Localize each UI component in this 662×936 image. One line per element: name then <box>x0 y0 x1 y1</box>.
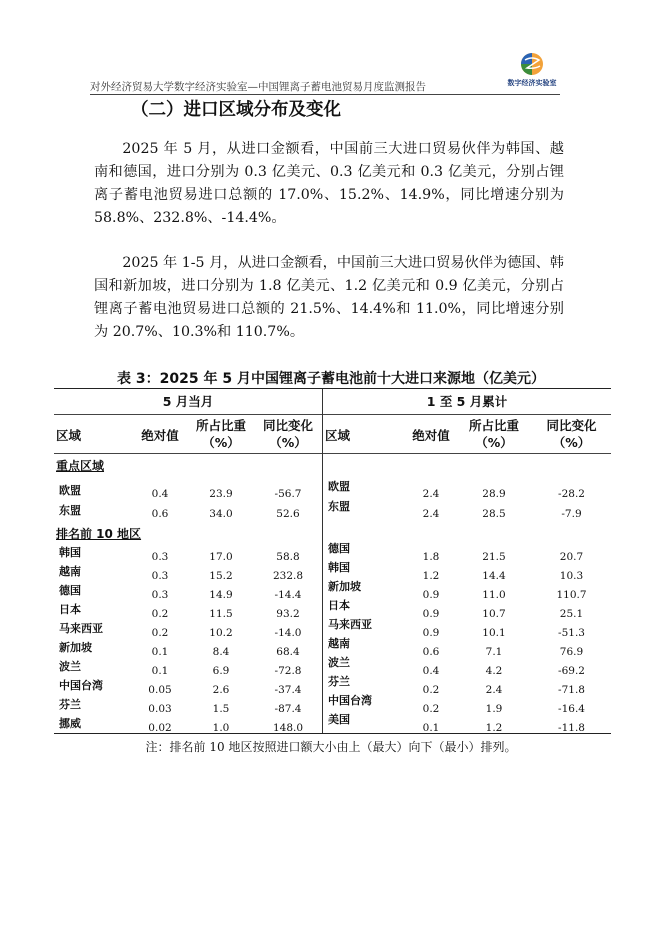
region-name: 新加坡 <box>328 580 361 593</box>
absolute-value: 0.1 <box>151 665 169 677</box>
right-col-region: 区域 <box>325 428 351 443</box>
region-name: 日本 <box>59 603 81 616</box>
share-value: 23.9 <box>209 488 233 500</box>
share-value: 14.9 <box>209 589 233 601</box>
table-caption: 表 3：2025 年 5 月中国锂离子蓄电池前十大进口来源地（亿美元） <box>117 371 545 387</box>
right-col-yoy-unit: （%） <box>552 435 591 450</box>
absolute-value: 0.2 <box>422 703 440 715</box>
yoy-value: 68.4 <box>276 646 300 658</box>
region-name: 芬兰 <box>328 675 350 688</box>
region-name: 越南 <box>328 637 350 650</box>
share-value: 28.9 <box>482 488 506 500</box>
region-name: 东盟 <box>328 499 350 513</box>
yoy-value: 232.8 <box>272 570 304 582</box>
absolute-value: 1.2 <box>422 570 440 582</box>
absolute-value: 0.4 <box>422 665 440 677</box>
left-col-share: 所占比重 <box>195 418 246 433</box>
yoy-value: -14.0 <box>274 627 302 639</box>
region-name: 新加坡 <box>59 641 92 654</box>
group-key-regions: 重点区域 <box>56 459 105 473</box>
region-name: 越南 <box>59 565 81 578</box>
absolute-value: 0.03 <box>148 703 172 715</box>
absolute-value: 0.2 <box>422 684 440 696</box>
region-name: 马来西亚 <box>59 622 103 635</box>
share-value: 1.5 <box>212 703 230 715</box>
share-value: 10.7 <box>482 608 506 620</box>
yoy-value: -87.4 <box>274 703 302 715</box>
yoy-value: -11.8 <box>558 722 585 734</box>
yoy-value: 76.9 <box>559 646 584 658</box>
share-value: 10.2 <box>209 627 233 639</box>
share-value: 4.2 <box>485 665 503 677</box>
absolute-value: 2.4 <box>422 488 440 500</box>
import-sources-table <box>54 388 611 734</box>
right-col-share-unit: （%） <box>475 435 513 450</box>
left-col-yoy-unit: （%） <box>269 435 307 450</box>
share-value: 15.2 <box>209 570 233 582</box>
paragraph-2: 2025 年 1-5 月，从进口金额看，中国前三大进口贸易伙伴为德国、韩国和新加坡，进口分别为 1.8 亿美元、1.2 亿美元和 0.9 亿美元，分别占锂离子蓄电池贸易进口总额的 21.5%、14.4%和 11.0%，同比增速分别为 20.7%、10.3%和 110.7%。 <box>94 255 564 340</box>
absolute-value: 0.1 <box>422 722 440 734</box>
logo-text: 数字经济实验室 <box>507 79 557 87</box>
yoy-value: 110.7 <box>556 589 587 601</box>
yoy-value: 58.8 <box>276 551 300 563</box>
yoy-value: -72.8 <box>274 665 302 677</box>
absolute-value: 0.9 <box>422 627 440 639</box>
column-header-divider <box>54 453 611 454</box>
absolute-value: 0.9 <box>422 608 440 620</box>
left-col-yoy: 同比变化 <box>262 418 313 433</box>
absolute-value: 0.02 <box>148 722 172 734</box>
region-name: 马来西亚 <box>328 618 372 631</box>
region-name: 欧盟 <box>328 480 350 493</box>
region-name: 波兰 <box>59 660 81 673</box>
right-col-share: 所占比重 <box>468 418 519 433</box>
absolute-value: 0.2 <box>151 627 169 639</box>
absolute-value: 0.6 <box>422 646 440 658</box>
absolute-value: 0.9 <box>422 589 440 601</box>
yoy-value: -51.3 <box>558 627 585 639</box>
share-value: 2.6 <box>212 684 230 696</box>
region-name: 波兰 <box>328 656 350 669</box>
share-value: 7.1 <box>485 646 503 658</box>
region-name: 德国 <box>59 584 81 597</box>
region-name: 韩国 <box>328 561 350 574</box>
yoy-value: -28.2 <box>558 488 585 500</box>
share-value: 1.9 <box>485 703 503 715</box>
lab-logo <box>503 50 561 90</box>
share-value: 21.5 <box>482 551 506 563</box>
globe-icon <box>503 50 561 80</box>
yoy-value: 148.0 <box>272 722 304 734</box>
region-name: 中国台湾 <box>59 679 103 692</box>
absolute-value: 0.2 <box>151 608 169 620</box>
yoy-value: 10.3 <box>559 570 584 582</box>
yoy-value: -7.9 <box>561 507 582 520</box>
share-value: 17.0 <box>209 551 233 563</box>
yoy-value: -14.4 <box>274 589 302 601</box>
region-name: 德国 <box>328 542 350 555</box>
region-name: 芬兰 <box>59 698 81 711</box>
share-value: 6.9 <box>212 665 230 677</box>
right-section-title: 1 至 5 月累计 <box>426 394 508 409</box>
absolute-value: 0.3 <box>151 551 169 563</box>
table-center-divider <box>322 389 323 733</box>
left-col-abs: 绝对值 <box>141 428 179 443</box>
left-section-title: 5 月当月 <box>162 394 214 409</box>
share-value: 8.4 <box>212 646 230 658</box>
right-col-yoy: 同比变化 <box>546 418 597 433</box>
yoy-value: 25.1 <box>559 608 584 620</box>
absolute-value: 0.6 <box>151 507 169 520</box>
absolute-value: 1.8 <box>422 551 440 563</box>
yoy-value: -37.4 <box>274 684 302 696</box>
yoy-value: 93.2 <box>276 608 300 620</box>
share-value: 11.5 <box>209 608 233 620</box>
share-value: 1.2 <box>485 722 503 734</box>
share-value: 2.4 <box>485 684 503 696</box>
share-value: 14.4 <box>482 570 506 582</box>
yoy-value: 52.6 <box>276 507 300 520</box>
left-col-share-unit: （%） <box>202 435 240 450</box>
yoy-value: 20.7 <box>559 551 584 563</box>
absolute-value: 0.3 <box>151 589 169 601</box>
region-name: 美国 <box>328 713 350 726</box>
share-value: 10.1 <box>482 627 506 639</box>
paragraph-1: 2025 年 5 月，从进口金额看，中国前三大进口贸易伙伴为韩国、越南和德国，进口分别为 0.3 亿美元、0.3 亿美元和 0.3 亿美元，分别占锂离子蓄电池贸易进口总额的 17.0%、15.2%、14.9%，同比增速分别为 58.8%、232.8%、-14.4%。 <box>94 141 564 226</box>
region-name: 日本 <box>328 599 350 612</box>
share-value: 28.5 <box>482 507 506 520</box>
report-header <box>90 78 560 95</box>
yoy-value: -69.2 <box>558 665 585 677</box>
region-name: 欧盟 <box>59 484 81 497</box>
share-value: 34.0 <box>209 507 233 520</box>
region-name: 东盟 <box>59 503 81 517</box>
absolute-value: 0.05 <box>148 684 172 696</box>
header-text: 对外经济贸易大学数字经济实验室—中国锂离子蓄电池贸易月度监测报告 <box>90 81 426 93</box>
right-col-abs: 绝对值 <box>412 428 450 443</box>
share-value: 11.0 <box>482 589 506 601</box>
section-title: （二）进口区域分布及变化 <box>131 100 341 120</box>
absolute-value: 0.3 <box>151 570 169 582</box>
region-name: 韩国 <box>59 546 81 559</box>
table-note: 注：排名前 10 地区按照进口额大小由上（最大）向下（最小）排列。 <box>145 740 517 754</box>
region-name: 中国台湾 <box>328 694 372 707</box>
left-col-region: 区域 <box>56 428 82 443</box>
yoy-value: -16.4 <box>558 703 585 715</box>
absolute-value: 2.4 <box>422 507 440 520</box>
group-top-10: 排名前 10 地区 <box>56 527 142 541</box>
header-divider <box>54 414 611 415</box>
absolute-value: 0.4 <box>151 488 169 500</box>
region-name: 挪威 <box>59 717 81 730</box>
absolute-value: 0.1 <box>151 646 169 658</box>
share-value: 1.0 <box>212 722 230 734</box>
yoy-value: -71.8 <box>558 684 585 696</box>
yoy-value: -56.7 <box>274 488 302 500</box>
